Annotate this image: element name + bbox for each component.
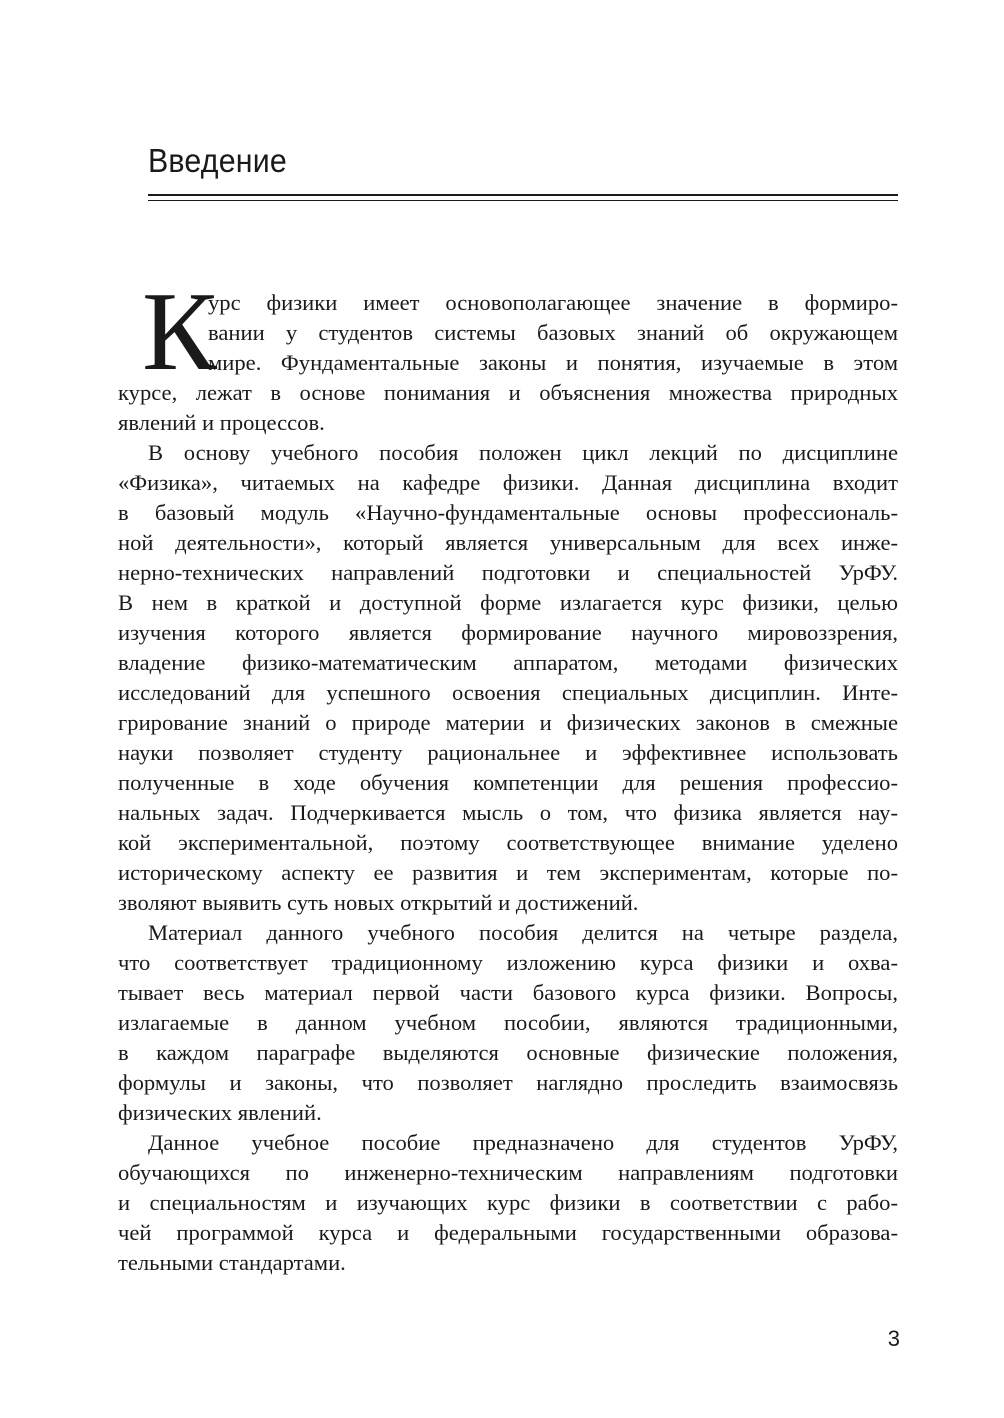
text-line: зволяют выявить суть новых открытий и достижений. <box>118 890 639 915</box>
text-line: нерно-технических направлений подготовки и специальностей УрФУ. <box>118 560 898 585</box>
text-line: Данное учебное пособие предназначено для студентов УрФУ, <box>148 1130 898 1155</box>
text-line: обучающихся по инженерно-техническим направлениям подготовки <box>118 1160 898 1185</box>
page-number: 3 <box>887 1326 900 1351</box>
text-line: Материал данного учебного пособия делится на четыре раздела, <box>148 920 898 945</box>
text-line: нальных задач. Подчеркивается мысль о том, что физика является нау- <box>118 800 898 825</box>
text-line: формулы и законы, что позволяет наглядно проследить взаимосвязь <box>118 1070 898 1095</box>
text-line: явлений и процессов. <box>118 410 325 435</box>
paragraph-1 <box>118 288 898 438</box>
text-line: полученные в ходе обучения компетенции для решения профессио- <box>118 770 898 795</box>
paragraph-2 <box>118 438 898 918</box>
paragraph-4 <box>118 1128 898 1278</box>
title-rule-thick <box>148 194 898 196</box>
text-line: излагаемые в данном учебном пособии, являются традиционными, <box>118 1010 898 1035</box>
body-text <box>118 288 898 1278</box>
text-line: кой экспериментальной, поэтому соответствующее внимание уделено <box>118 830 898 855</box>
text-line: чей программой курса и федеральными государственными образова- <box>118 1220 898 1245</box>
text-line: что соответствует традиционному изложению курса физики и охва- <box>118 950 898 975</box>
text-line: грирование знаний о природе материи и физических законов в смежные <box>118 710 898 735</box>
text-line: мире. Фундаментальные законы и понятия, изучаемые в этом <box>208 350 898 375</box>
text-line: тывает весь материал первой части базового курса физики. Вопросы, <box>118 980 898 1005</box>
text-line: курсе, лежат в основе понимания и объяснения множества природных <box>118 380 898 405</box>
text-line: В нем в краткой и доступной форме излагается курс физики, целью <box>118 590 898 615</box>
text-line: тельными стандартами. <box>118 1250 346 1275</box>
text-line: в каждом параграфе выделяются основные физические положения, <box>118 1040 898 1065</box>
text-line: науки позволяет студенту рациональнее и эффективнее использовать <box>118 740 898 765</box>
text-line: В основу учебного пособия положен цикл лекций по дисциплине <box>148 440 898 465</box>
text-line: вании у студентов системы базовых знаний об окружающем <box>208 320 898 345</box>
text-line: в базовый модуль «Научно-фундаментальные основы профессиональ- <box>118 500 898 525</box>
text-line: ной деятельности», который является универсальным для всех инже- <box>118 530 898 555</box>
text-line: исследований для успешного освоения специальных дисциплин. Инте- <box>118 680 898 705</box>
text-line: «Физика», читаемых на кафедре физики. Данная дисциплина входит <box>118 470 898 495</box>
paragraph-3 <box>118 918 898 1128</box>
text-line: изучения которого является формирование научного мировоззрения, <box>118 620 898 645</box>
text-line: урс физики имеет основополагающее значение в формиро- <box>208 290 898 315</box>
text-line: и специальностям и изучающих курс физики в соответствии с рабо- <box>118 1190 898 1215</box>
chapter-title: Введение <box>148 142 287 179</box>
text-line: владение физико-математическим аппаратом, методами физических <box>118 650 898 675</box>
text-line: физических явлений. <box>118 1100 322 1125</box>
drop-cap: К <box>142 270 217 394</box>
text-line: историческому аспекту ее развития и тем экспериментам, которые по- <box>118 860 898 885</box>
title-rule-thin <box>148 200 898 201</box>
